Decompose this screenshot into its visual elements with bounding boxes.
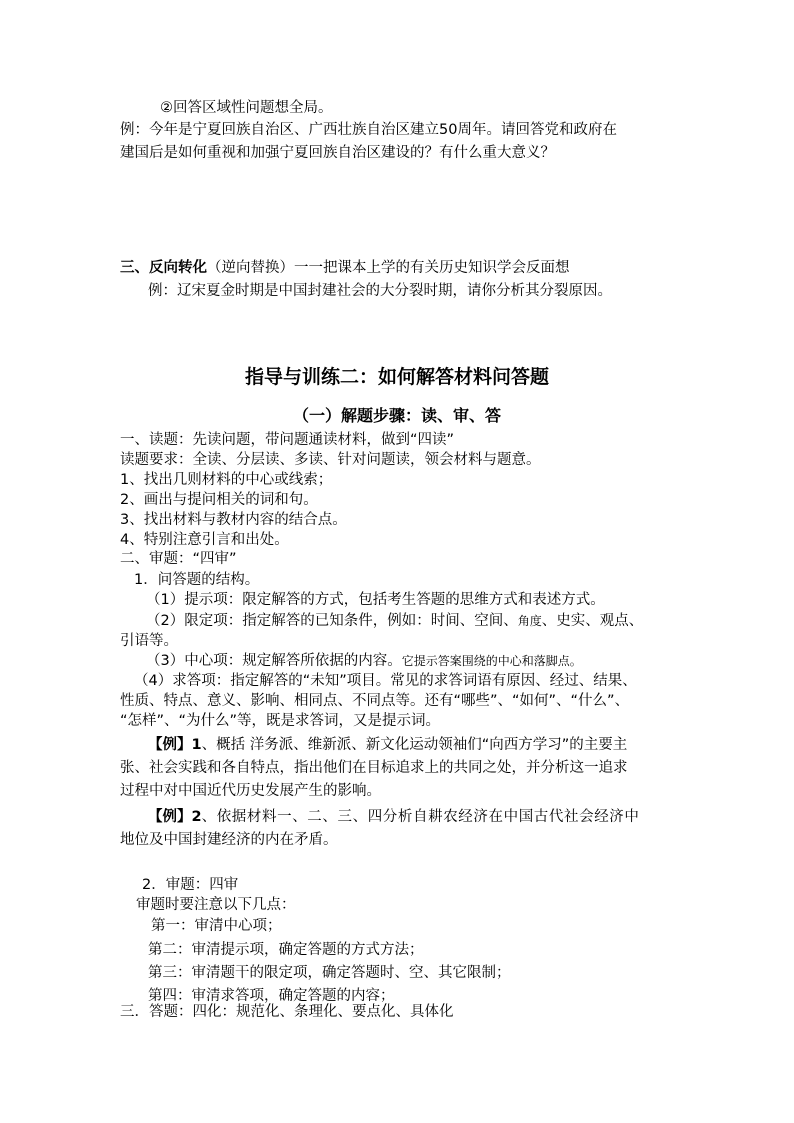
four-review-intro: 审题时要注意以下几点： xyxy=(136,897,296,913)
read-step: 2、画出与提问相关的词和句。 xyxy=(120,492,318,508)
heading-bold-label: 三、反向转化 xyxy=(120,260,207,276)
example-2 xyxy=(148,807,640,827)
four-review-item: 第四：审清求答项，确定答题的内容； xyxy=(148,988,395,1004)
reverse-conversion-heading xyxy=(120,258,570,278)
review-item-tail: 、史实、观点、 xyxy=(541,613,644,629)
example-1-cont: 张、社会实践和各自特点，指出他们在目标追求上的共同之处，并分析这一追求 xyxy=(120,760,628,776)
read-requirement: 读题要求：全读、分层读、多读、针对问题读，领会材料与题意。 xyxy=(120,452,541,468)
section-title: 指导与训练二：如何解答材料问答题 xyxy=(244,366,549,388)
heading-rest: （逆向替换）一一把课本上学的有关历史知识学会反面想 xyxy=(207,260,570,276)
four-review-item: 第一：审清中心项； xyxy=(151,918,282,934)
four-review-item: 第二：审清提示项，确定答题的方式方法； xyxy=(148,942,424,958)
four-review-heading: 2．审题：四审 xyxy=(142,877,239,893)
review-item xyxy=(146,651,582,671)
example-tag: 【例】2 xyxy=(148,809,202,825)
example-text: 、概括 洋务派、维新派、新文化运动领袖们“向西方学习”的主要主 xyxy=(201,737,628,753)
example-2-cont: 地位及中国封建经济的内在矛盾。 xyxy=(120,832,338,848)
example-tag: 【例】1 xyxy=(148,737,202,753)
review-item-text: （3）中心项：规定解答所依据的内容。 xyxy=(146,653,402,669)
answer-heading: 三．答题：四化：规范化、条理化、要点化、具体化 xyxy=(120,1004,454,1020)
example-1 xyxy=(148,735,627,755)
review-item: （1）提示项：限定解答的方式，包括考生答题的思维方式和表述方式。 xyxy=(146,592,605,608)
read-step: 3、找出材料与教材内容的结合点。 xyxy=(120,512,347,528)
example-text: 、依据材料一、二、三、四分析自耕农经济在中国古代社会经济中 xyxy=(201,809,640,825)
example-line: 例：辽宋夏金时期是中国封建社会的大分裂时期，请你分析其分裂原因。 xyxy=(148,283,612,299)
review-item-small: 角度 xyxy=(517,614,542,628)
sub-title: （一）解题步骤：读、审、答 xyxy=(292,406,501,425)
review-item-text: （2）限定项：指定解答的已知条件，例如：时间、空间、 xyxy=(146,613,518,629)
example-line: 建国后是如何重视和加强宁夏回族自治区建设的？有什么重大意义？ xyxy=(120,145,555,161)
review-item: （4）求答项：指定解答的“未知”项目。常见的求答词语有原因、经过、结果、 xyxy=(134,673,637,689)
review-item-small: 它提示答案围绕的中心和落脚点。 xyxy=(401,654,582,668)
read-step: 4、特别注意引言和出处。 xyxy=(120,532,289,548)
review-item-cont: “怎样”、“为什么”等，既是求答词，又是提示词。 xyxy=(120,713,441,729)
review-item xyxy=(146,611,643,631)
four-review-item: 第三：审清题干的限定项，确定答题时、空、其它限制； xyxy=(148,965,511,981)
review-heading: 二、审题：“四审” xyxy=(120,551,237,567)
review-item-cont: 引语等。 xyxy=(120,633,178,649)
review-structure: 1．问答题的结构。 xyxy=(134,572,260,588)
point-regional-question: ②回答区域性问题想全局。 xyxy=(160,100,333,116)
read-step: 1、找出几则材料的中心或线索； xyxy=(120,472,333,488)
example-1-cont: 过程中对中国近代历史发展产生的影响。 xyxy=(120,783,381,799)
review-item-cont: 性质、特点、意义、影响、相同点、不同点等。还有“哪些”、“如何”、“什么”、 xyxy=(120,693,630,709)
read-heading: 一、读题：先读问题，带问题通读材料，做到“四读” xyxy=(120,432,455,448)
example-line: 例：今年是宁夏回族自治区、广西壮族自治区建立50周年。请回答党和政府在 xyxy=(120,122,617,138)
